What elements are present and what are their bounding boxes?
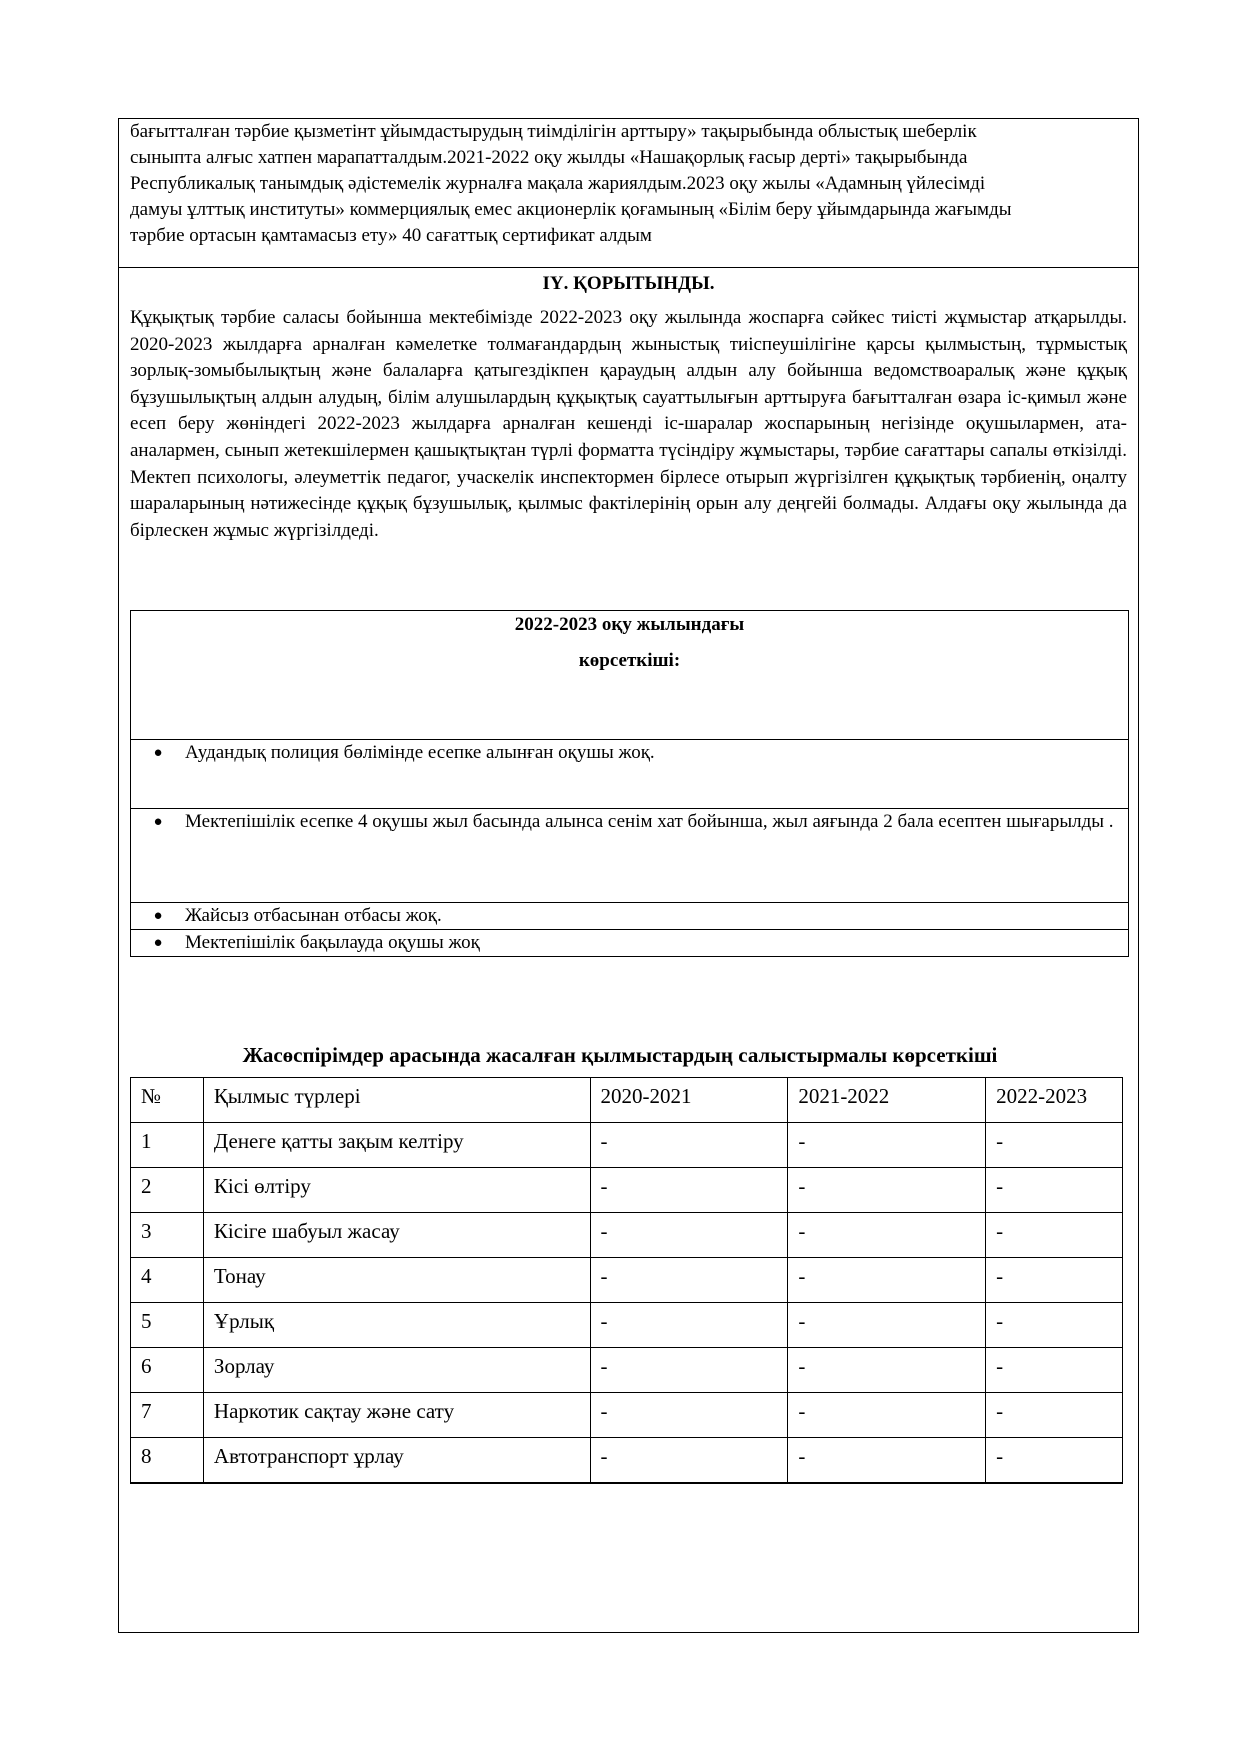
conclusion-title: ІҮ. ҚОРЫТЫНДЫ. <box>542 273 715 294</box>
header-cell-year: 2022-2023 <box>986 1078 1123 1123</box>
table-row <box>131 1303 1123 1348</box>
intro-line: бағытталған тәрбие қызметінт ұйымдастырудың тиімділігін арттыру» тақырыбында облыстық шеберлік <box>130 121 977 142</box>
conclusion-body <box>130 305 1127 544</box>
intro-line: тәрбие ортасын қамтамасыз ету» 40 сағаттық сертификат алдым <box>130 225 652 246</box>
table-cell: 4 <box>131 1258 204 1303</box>
table-cell: - <box>788 1123 986 1168</box>
table-cell: - <box>590 1438 788 1483</box>
table-cell: - <box>986 1438 1123 1483</box>
table-row <box>131 1438 1123 1483</box>
table-cell: Кісі өлтіру <box>203 1168 590 1213</box>
bullet-icon: ● <box>153 908 163 924</box>
indicator-text: Жайсыз отбасынан отбасы жоқ. <box>185 905 442 926</box>
intro-section <box>119 119 1138 268</box>
indicator-row <box>131 930 1129 957</box>
table-cell: Тонау <box>203 1258 590 1303</box>
table-cell: 3 <box>131 1213 204 1258</box>
table-cell: - <box>590 1213 788 1258</box>
table-cell: - <box>590 1348 788 1393</box>
intro-line: дамуы ұлттық институты» коммерциялық емес акционерлік қоғамының «Білім беру ұйымдарында жағымды <box>130 199 1012 220</box>
comparison-title: Жасөспірімдер арасында жасалған қылмыстардың салыстырмалы көрсеткіші <box>242 1043 998 1067</box>
table-cell: - <box>788 1258 986 1303</box>
table-cell: Наркотик сақтау және сату <box>203 1393 590 1438</box>
table-row <box>131 1123 1123 1168</box>
indicator-row <box>131 740 1129 809</box>
table-cell: - <box>986 1258 1123 1303</box>
conclusion-paragraph: Құқықтық тәрбие саласы бойынша мектебімізде 2022-2023 оқу жылында жоспарға сәйкес тиісті жұмыстар атқарылды. 2020-2023 жылдарға арналған кәмелетке толмағандардың жыныстық тиіспеушілігіне қарсы қылмыстың, тұрмыстық зорлық-зомыбылықтың және балаларға қатыгездікпен қараудың алдын алу бойынша ведомствоаралық және құқық бұзушылықтың алдын алудың, білім алушылардың құқықтық сауаттылығын арттыруға бағытталған өзара іс-қимыл және есеп беру жөніндегі 2022-2023 жылдарға арналған кешенді іс-шаралар жоспарының негізінде оқушылармен, ата-аналармен, сынып жетекшілермен қашықтықтан түрлі форматта түсіндіру жұмыстары, тәрбие сағаттары сапалы өткізілді. Мектеп психологы, әлеуметтік педагог, учаскелік инспектормен бірлесе отырып жүргізілген құқықтық тәрбиенің, оңалту шараларының нәтижесінде құқық бұзушылық, қылмыс фактілерінің орын алу деңгейі болмады. Алдағы оқу жылында да бірлескен жұмыс жүргізілдеді. <box>130 307 1127 541</box>
table-cell: 7 <box>131 1393 204 1438</box>
table-cell: - <box>986 1393 1123 1438</box>
table-cell: - <box>590 1393 788 1438</box>
table-cell: - <box>986 1168 1123 1213</box>
table-cell: - <box>788 1213 986 1258</box>
bullet-icon: ● <box>153 935 163 951</box>
header-cell-year: 2021-2022 <box>788 1078 986 1123</box>
indicator-text: Мектепішілік бақылауда оқушы жоқ <box>185 932 480 953</box>
table-cell: - <box>986 1303 1123 1348</box>
indicator-text: Мектепішілік есепке 4 оқушы жыл басында алынса сенім хат бойынша, жыл аяғында 2 бала есептен шығарылды . <box>185 811 1114 832</box>
table-cell: - <box>788 1348 986 1393</box>
indicator-row <box>131 809 1129 903</box>
table-cell: - <box>590 1303 788 1348</box>
table-cell: 2 <box>131 1168 204 1213</box>
table-row <box>131 1213 1123 1258</box>
indicators-table <box>130 610 1129 957</box>
table-cell: - <box>590 1258 788 1303</box>
table-row <box>131 1393 1123 1438</box>
table-row <box>131 1168 1123 1213</box>
crime-comparison-table <box>130 1077 1123 1484</box>
indicator-row <box>131 903 1129 930</box>
table-cell: - <box>590 1168 788 1213</box>
table-cell: 1 <box>131 1123 204 1168</box>
table-cell: 6 <box>131 1348 204 1393</box>
indicators-header <box>131 611 1129 740</box>
table-cell: Кісіге шабуыл жасау <box>203 1213 590 1258</box>
table-cell: Денеге қатты зақым келтіру <box>203 1123 590 1168</box>
table-cell: - <box>986 1213 1123 1258</box>
table-cell: - <box>986 1123 1123 1168</box>
bullet-icon: ● <box>153 814 163 830</box>
table-cell: Зорлау <box>203 1348 590 1393</box>
table-cell: 5 <box>131 1303 204 1348</box>
indicators-heading-line1: 2022-2023 оқу жылындағы <box>514 614 745 635</box>
table-cell: 8 <box>131 1438 204 1483</box>
table-cell: - <box>788 1168 986 1213</box>
header-cell-number: № <box>131 1078 204 1123</box>
indicators-heading-line2: көрсеткіші: <box>578 650 681 671</box>
intro-line: сыныпта алғыс хатпен марапатталдым.2021-2022 оқу жылды «Нашақорлық ғасыр дерті» тақырыбында <box>130 147 968 168</box>
intro-line: Республикалық танымдық әдістемелік журналға мақала жариялдым.2023 оқу жылы «Адамның үйлесімді <box>130 173 986 194</box>
bullet-icon: ● <box>153 745 163 761</box>
table-cell: Автотранспорт ұрлау <box>203 1438 590 1483</box>
header-cell-year: 2020-2021 <box>590 1078 788 1123</box>
table-header-row <box>131 1078 1123 1123</box>
table-cell: - <box>788 1438 986 1483</box>
table-row <box>131 1258 1123 1303</box>
table-cell: Ұрлық <box>203 1303 590 1348</box>
table-cell: - <box>590 1123 788 1168</box>
table-cell: - <box>788 1393 986 1438</box>
table-cell: - <box>986 1348 1123 1393</box>
table-cell: - <box>788 1303 986 1348</box>
table-row <box>131 1348 1123 1393</box>
indicator-text: Аудандық полиция бөлімінде есепке алынған оқушы жоқ. <box>185 742 655 763</box>
header-cell-crime-type: Қылмыс түрлері <box>203 1078 590 1123</box>
